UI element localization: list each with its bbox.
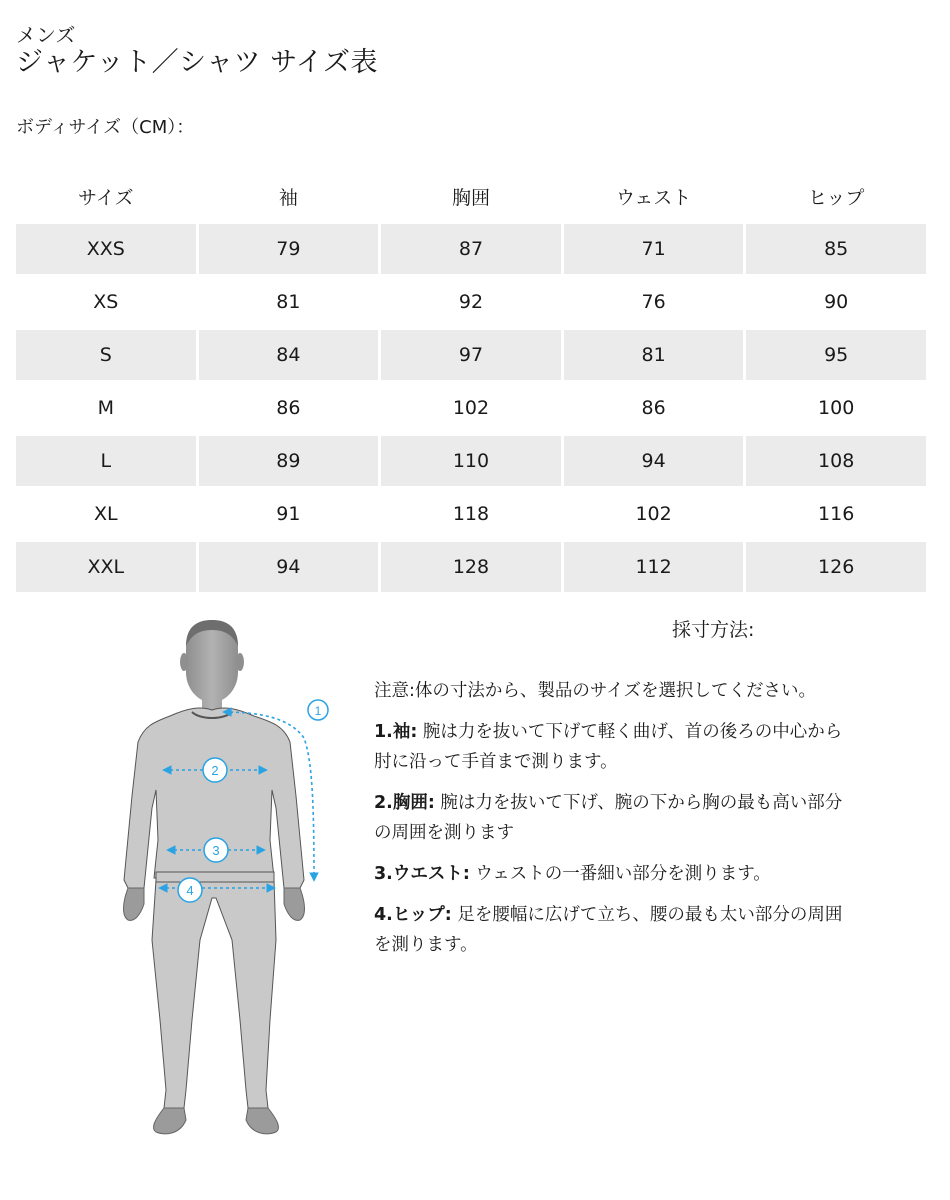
table-cell: 102 xyxy=(635,503,672,525)
table-cell: XXL xyxy=(16,542,196,592)
table-cell: 71 xyxy=(564,224,744,274)
table-cell: 81 xyxy=(276,291,301,313)
table-row xyxy=(16,330,926,380)
marker-label-1: 1 xyxy=(314,704,322,718)
table-cell: 79 xyxy=(199,224,379,274)
table-row xyxy=(16,542,926,592)
table-row xyxy=(16,277,926,327)
table-row xyxy=(16,489,926,539)
table-cell: 87 xyxy=(381,224,561,274)
column-header-size: サイズ xyxy=(78,186,134,209)
table-cell: 92 xyxy=(458,291,484,313)
table-cell: M xyxy=(97,397,114,419)
table-cell: 118 xyxy=(452,503,490,525)
table-cell: 110 xyxy=(381,436,561,486)
table-cell: XXS xyxy=(16,224,196,274)
table-cell: 86 xyxy=(276,397,301,419)
table-cell: 97 xyxy=(381,330,561,380)
table-row xyxy=(16,224,926,274)
table-cell: 108 xyxy=(746,436,926,486)
instruction-label: 3.ウエスト: xyxy=(374,864,470,884)
marker-label-3: 3 xyxy=(212,843,220,858)
table-cell: 94 xyxy=(199,542,379,592)
table-row xyxy=(16,383,926,433)
size-table xyxy=(13,168,929,595)
column-header-hip: ヒップ xyxy=(807,186,865,209)
measurement-figure xyxy=(100,620,360,1150)
instruction-text: ウェストの一番細い部分を測ります。 xyxy=(469,864,771,884)
note-text: 注意:体の寸法から、製品のサイズを選択してください。 xyxy=(374,681,816,701)
instruction-text: 腕は力を抜いて下げ、腕の下から胸の最も高い部分の周囲を測ります xyxy=(374,793,843,843)
table-cell: 89 xyxy=(199,436,379,486)
page-title: ジャケット／シャツ サイズ表 xyxy=(16,47,378,78)
table-header-row xyxy=(16,171,926,221)
column-header-chest: 胸囲 xyxy=(451,186,490,209)
table-cell: L xyxy=(16,436,196,486)
legs xyxy=(152,880,276,1108)
table-cell: 86 xyxy=(641,397,666,419)
table-cell: S xyxy=(16,330,196,380)
body-silhouette-illustration xyxy=(100,620,360,1150)
table-cell: 126 xyxy=(746,542,926,592)
table-cell: 81 xyxy=(564,330,744,380)
column-header-sleeve: 袖 xyxy=(278,186,298,209)
instruction-label: 4.ヒップ: xyxy=(374,905,452,925)
instruction-label: 2.胸囲: xyxy=(374,793,435,813)
column-header-waist: ウェスト xyxy=(615,186,692,209)
head xyxy=(180,620,244,710)
marker-label-4: 4 xyxy=(186,883,194,898)
instruction-item xyxy=(374,859,844,889)
body-size-label: ボディサイズ（CM）： xyxy=(16,117,195,138)
measurement-instructions xyxy=(374,676,844,971)
instruction-item xyxy=(374,717,844,777)
table-cell: 112 xyxy=(564,542,744,592)
instruction-label: 1.袖: xyxy=(374,722,418,742)
table-cell: XL xyxy=(93,503,118,525)
table-cell: 84 xyxy=(199,330,379,380)
instruction-text: 足を腰幅に広げて立ち、腰の最も太い部分の周囲を測ります。 xyxy=(374,905,843,955)
table-cell: 85 xyxy=(746,224,926,274)
subtitle: メンズ xyxy=(16,23,76,47)
table-cell: 90 xyxy=(824,291,849,313)
marker-label-2: 2 xyxy=(211,763,219,778)
table-cell: 102 xyxy=(452,397,490,419)
table-cell: 116 xyxy=(818,503,855,525)
table-cell: 76 xyxy=(641,291,666,313)
instruction-item xyxy=(374,900,844,960)
table-cell: XS xyxy=(93,291,119,313)
table-cell: 95 xyxy=(746,330,926,380)
table-row xyxy=(16,436,926,486)
instruction-item xyxy=(374,788,844,848)
instruction-text: 腕は力を抜いて下げて軽く曲げ、首の後ろの中心から肘に沿って手首まで測ります。 xyxy=(374,722,843,772)
table-cell: 128 xyxy=(381,542,561,592)
measurement-method-title: 採寸方法: xyxy=(672,619,755,641)
table-cell: 100 xyxy=(818,397,855,419)
table-cell: 94 xyxy=(564,436,744,486)
table-cell: 91 xyxy=(276,503,301,525)
